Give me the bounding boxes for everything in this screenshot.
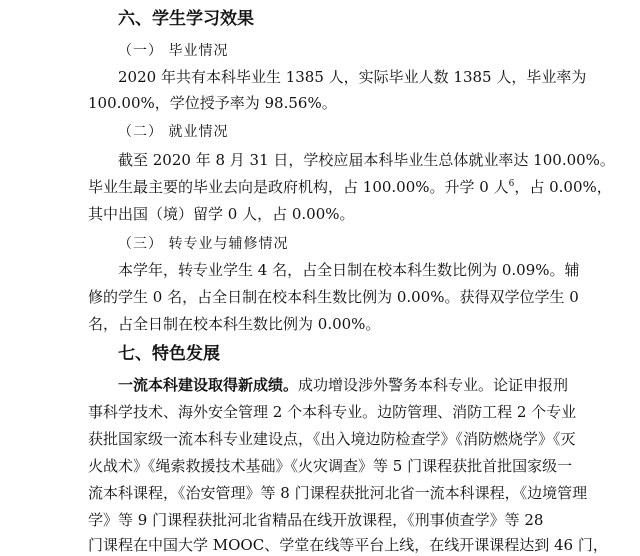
paragraph-line	[88, 176, 612, 198]
paragraph-line: 本学年，转专业学生 4 名，占全日制在校本科生数比例为 0.09%。辅	[118, 261, 580, 279]
paragraph-text: 毕业生最主要的毕业去向是政府机构，占 100.00%。升学 0 人	[88, 178, 509, 196]
paragraph-line	[118, 374, 588, 396]
section-6-1-title: （一） 毕业情况	[118, 43, 229, 59]
paragraph-text: 成功增设涉外警务本科专业。论证申报刑	[298, 376, 569, 394]
paragraph-text: ，占 0.00%，	[514, 178, 612, 196]
section-7-title: 七、特色发展	[118, 344, 220, 364]
paragraph-line: 2020 年共有本科毕业生 1385 人，实际毕业人数 1385 人，毕业率为	[118, 68, 587, 86]
paragraph-line: 修的学生 0 名，占全日制在校本科生数比例为 0.00%。获得双学位学生 0	[88, 288, 579, 306]
paragraph-line: 截至 2020 年 8 月 31 日，学校应届本科毕业生总体就业率达 100.00%。	[118, 151, 615, 169]
lead-bold-text: 一流本科建设取得新成绩。	[118, 376, 299, 394]
paragraph-line: 获批国家级一流本科专业建设点，《出入境边防检查学》《消防燃烧学》《灭	[88, 430, 576, 448]
paragraph-line: 火战术》《绳索救援技术基础》《火灾调查》等 5 门课程获批首批国家级一	[88, 457, 573, 475]
section-6-3-title: （三） 转专业与辅修情况	[118, 236, 289, 252]
paragraph-line: 其中出国（境）留学 0 人，占 0.00%。	[88, 205, 355, 223]
paragraph-line: 名，占全日制在校本科生数比例为 0.00%。	[88, 315, 381, 333]
section-6-title: 六、学生学习效果	[118, 9, 254, 29]
footnote-marker: 6	[508, 179, 515, 189]
paragraph-line: 门课程在中国大学 MOOC、学堂在线等平台上线，在线开课课程达到 46 门，	[88, 536, 608, 554]
paragraph-line: 流本科课程，《治安管理》等 8 门课程获批河北省一流本科课程，《边境管理	[88, 484, 588, 502]
paragraph-line: 事科学技术、海外安全管理 2 个本科专业。边防管理、消防工程 2 个专业	[88, 403, 577, 421]
section-6-2-title: （二） 就业情况	[118, 124, 229, 140]
paragraph-line: 100.00%，学位授予率为 98.56%。	[88, 94, 337, 112]
paragraph-line: 学》等 9 门课程获批河北省精品在线开放课程，《刑事侦查学》等 28	[88, 511, 544, 529]
